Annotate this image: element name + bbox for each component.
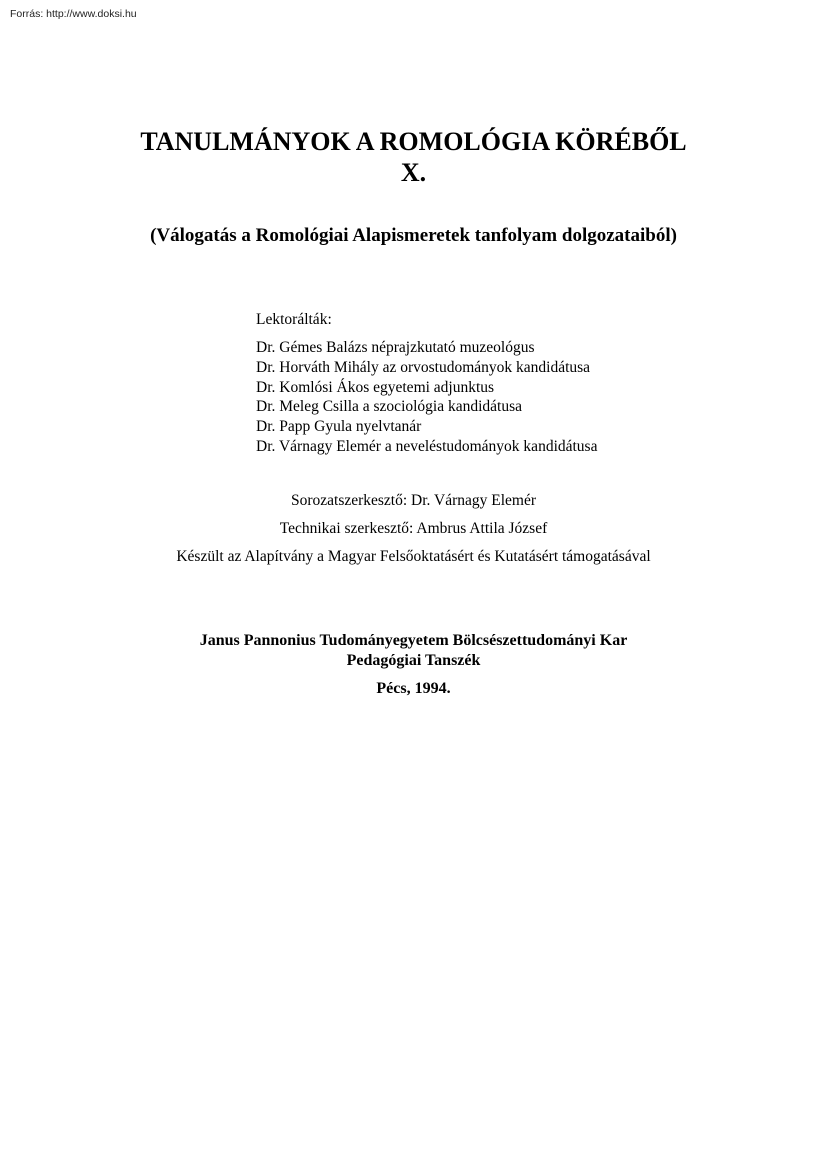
place-year: Pécs, 1994. [376, 680, 451, 697]
reviewer-item: Dr. Komlósi Ákos egyetemi adjunktus [256, 378, 495, 396]
document-title: TANULMÁNYOK A ROMOLÓGIA KÖRÉBŐL [140, 127, 687, 156]
reviewer-item: Dr. Horváth Mihály az orvostudományok kandidátusa [256, 358, 591, 376]
reviewers-list [256, 338, 597, 457]
series-editor: Sorozatszerkesztő: Dr. Várnagy Elemér [290, 492, 537, 509]
support-note: Készült az Alapítvány a Magyar Felsőoktatásért és Kutatásért támogatásával [176, 548, 651, 565]
reviewer-item: Dr. Papp Gyula nyelvtanár [256, 418, 422, 436]
document-subtitle: (Válogatás a Romológiai Alapismeretek tanfolyam dolgozataiból) [150, 225, 677, 246]
university-name: Janus Pannonius Tudományegyetem Bölcsészettudományi Kar [199, 632, 628, 649]
volume-number: X. [400, 158, 427, 187]
reviewers-label: Lektorálták: [256, 311, 332, 328]
department-name: Pedagógiai Tanszék [346, 652, 481, 669]
reviewer-item: Dr. Várnagy Elemér a neveléstudományok kandidátusa [256, 437, 598, 455]
source-note: Forrás: http://www.doksi.hu [10, 8, 137, 20]
technical-editor: Technikai szerkesztő: Ambrus Attila József [279, 520, 548, 537]
reviewer-item: Dr. Gémes Balázs néprajzkutató muzeológus [256, 339, 535, 356]
reviewer-item: Dr. Meleg Csilla a szociológia kandidátusa [256, 398, 523, 416]
